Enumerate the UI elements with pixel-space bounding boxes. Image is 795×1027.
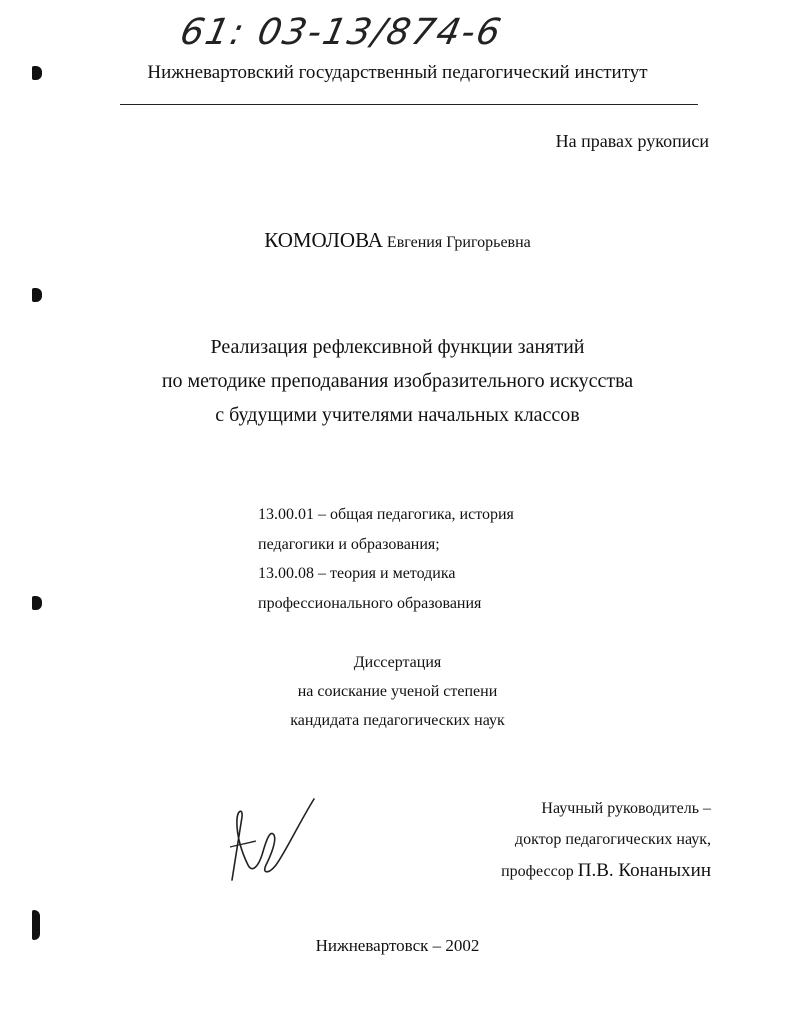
specialty-line: профессионального образования [258, 594, 482, 612]
title-line: по методике преподавания изобразительного искусства [161, 370, 634, 392]
binding-hole-mark [32, 288, 42, 302]
specialty-line: 13.00.01 – общая педагогика, история [258, 506, 514, 523]
city-year: Нижневартовск – 2002 [315, 936, 480, 955]
specialty-line: педагогики и образования; [258, 535, 440, 553]
supervisor-block [501, 793, 711, 887]
author-surname: КОМОЛОВА [264, 228, 383, 252]
specialty-codes [258, 500, 514, 618]
supervisor-role: Научный руководитель – [541, 800, 711, 817]
title-line: Реализация рефлексивной функции занятий [210, 336, 585, 358]
author-given-names: Евгения Григорьевна [386, 234, 531, 251]
archive-stamp-handwritten: 61: 03-13/874-6 [176, 12, 507, 53]
supervisor-rank: профессор [501, 863, 574, 880]
degree-line: на соискание ученой степени [297, 683, 498, 700]
supervisor-name: П.В. Конаныхин [577, 860, 711, 881]
title-line: с будущими учителями начальных классов [215, 404, 580, 426]
binding-hole-mark [32, 596, 42, 610]
supervisor-degree: доктор педагогических наук, [514, 831, 711, 848]
specialty-line: 13.00.08 – теория и методика [258, 565, 456, 582]
degree-line: Диссертация [353, 654, 442, 671]
institute-name: Нижневартовский государственный педагогический институт [147, 62, 648, 83]
supervisor-signature [222, 795, 318, 885]
author-name [0, 228, 795, 253]
supervisor-title-name [501, 855, 711, 887]
header-divider [120, 104, 698, 105]
degree-line: кандидата педагогических наук [290, 712, 505, 729]
degree-statement [0, 648, 795, 735]
dissertation-title [0, 330, 795, 432]
manuscript-rights-note: На правах рукописи [555, 131, 709, 151]
